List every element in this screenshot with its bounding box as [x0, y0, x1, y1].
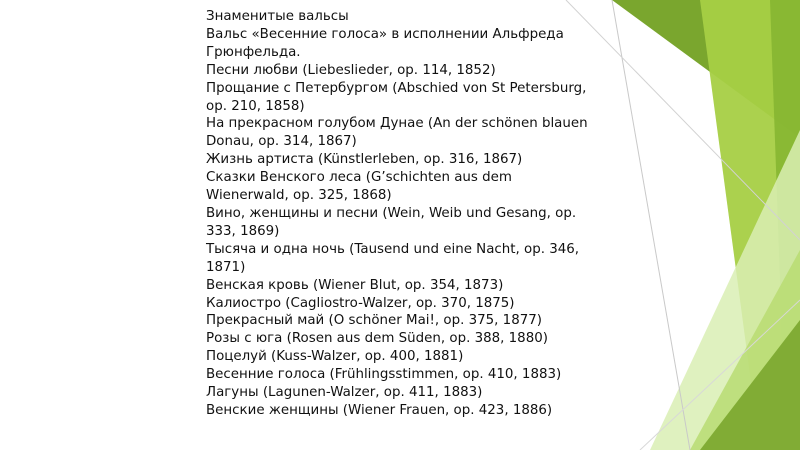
- list-line: На прекрасном голубом Дунае (An der schönen blauen: [206, 116, 588, 132]
- list-heading: Знаменитые вальсы: [206, 9, 349, 24]
- list-line: Тысяча и одна ночь (Tausend und eine Nacht, op. 346,: [206, 241, 580, 257]
- list-line: Песни любви (Liebeslieder, op. 114, 1852): [206, 62, 496, 78]
- list-line: Wienerwald, op. 325, 1868): [206, 188, 392, 204]
- list-line: Сказки Венского леса (G’schichten aus dem: [206, 170, 512, 186]
- list-line: Розы с юга (Rosen aus dem Süden, op. 388, 1880): [206, 331, 548, 347]
- list-line: Donau, op. 314, 1867): [206, 134, 357, 150]
- deco-line-1: [612, 0, 690, 450]
- list-line: Вино, женщины и песни (Wein, Weib und Gesang, op.: [206, 205, 577, 221]
- list-line: Весенние голоса (Frühlingsstimmen, op. 410, 1883): [206, 367, 562, 383]
- list-line: Венские женщины (Wiener Frauen, op. 423, 1886): [206, 402, 553, 418]
- list-line: Поцелуй (Kuss-Walzer, op. 400, 1881): [206, 349, 464, 365]
- list-line: Грюнфельда.: [206, 44, 301, 60]
- waltz-list: [206, 8, 606, 420]
- list-line: Венская кровь (Wiener Blut, op. 354, 1873): [206, 277, 504, 293]
- list-line: Жизнь артиста (Künstlerleben, op. 316, 1867): [206, 152, 523, 168]
- list-line: Прекрасный май (O schöner Mai!, op. 375, 1877): [206, 313, 542, 329]
- list-line: 333, 1869): [206, 223, 280, 239]
- list-line: Лагуны (Lagunen-Walzer, op. 411, 1883): [206, 385, 483, 401]
- list-line: 1871): [206, 259, 246, 275]
- list-line: Калиостро (Cagliostro-Walzer, op. 370, 1875): [206, 295, 515, 311]
- list-line: Прощание с Петербургом (Abschied von St Petersburg,: [206, 80, 587, 96]
- list-line: Вальс «Весенние голоса» в исполнении Альфреда: [206, 26, 564, 42]
- list-line: op. 210, 1858): [206, 98, 305, 114]
